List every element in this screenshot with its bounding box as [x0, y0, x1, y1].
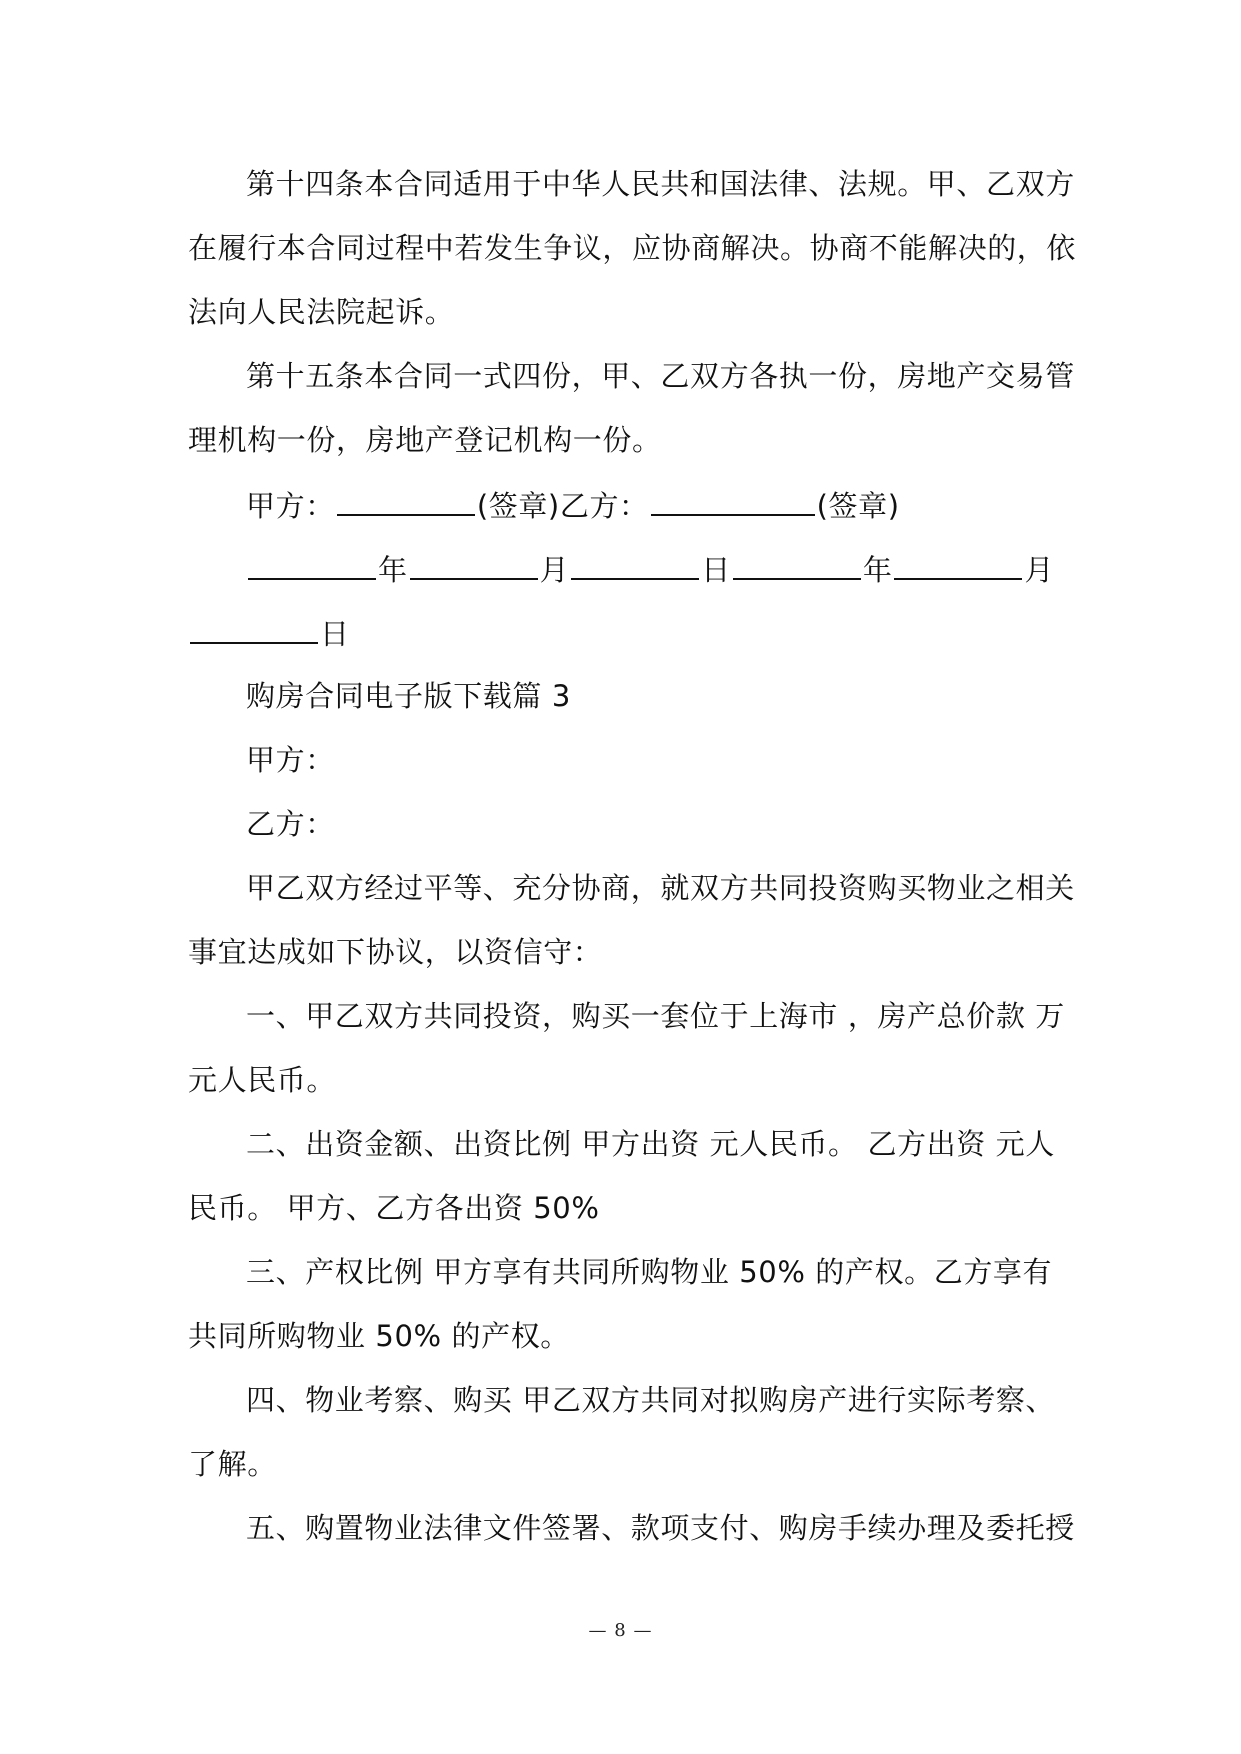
party-b-line: 乙方： — [246, 807, 335, 841]
party-a-label: 甲方： — [246, 489, 335, 523]
intro-line-1: 甲乙双方经过平等、充分协商，就双方共同投资购买物业之相关 — [246, 871, 1075, 905]
party-a-blank — [337, 484, 475, 516]
clause-3-line-1: 三、产权比例 甲方享有共同所购物业 50% 的产权。乙方享有 — [246, 1255, 1053, 1289]
clause-15-line-1: 第十五条本合同一式四份，甲、乙双方各执一份，房地产交易管 — [246, 359, 1075, 393]
clause-5-line-1: 五、购置物业法律文件签署、款项支付、购房手续办理及委托授 — [246, 1511, 1075, 1545]
seal-b-label: (签章) — [816, 489, 900, 523]
clause-14-line-3: 法向人民法院起诉。 — [188, 295, 455, 329]
day-label-1: 日 — [701, 553, 731, 587]
date-line — [0, 548, 1241, 590]
seal-a-label: (签章)乙方： — [476, 489, 649, 523]
clause-14-line-2: 在履行本合同过程中若发生争议，应协商解决。协商不能解决的，依 — [188, 231, 1077, 265]
date-line-2 — [0, 612, 1241, 654]
month-label-2: 月 — [1024, 553, 1055, 587]
year-label-2: 年 — [862, 553, 893, 587]
year-blank-2 — [733, 548, 861, 580]
signature-line — [0, 484, 1241, 526]
clause-2-line-2: 民币。 甲方、乙方各出资 50% — [188, 1191, 600, 1225]
clause-15-line-2: 理机构一份，房地产登记机构一份。 — [188, 423, 662, 457]
clause-3-line-2: 共同所购物业 50% 的产权。 — [188, 1319, 570, 1353]
clause-14-line-1: 第十四条本合同适用于中华人民共和国法律、法规。甲、乙双方 — [246, 167, 1075, 201]
page-number: — 8 — — [588, 1620, 653, 1641]
month-blank-2 — [894, 548, 1022, 580]
day-label-2: 日 — [320, 617, 350, 651]
section-title: 购房合同电子版下载篇 3 — [246, 679, 571, 713]
clause-1-line-2: 元人民币。 — [188, 1063, 337, 1097]
year-blank-1 — [248, 548, 376, 580]
year-label-1: 年 — [378, 553, 408, 587]
clause-4-line-1: 四、物业考察、购买 甲乙双方共同对拟购房产进行实际考察、 — [246, 1383, 1056, 1417]
party-b-blank — [651, 484, 815, 516]
clause-4-line-2: 了解。 — [188, 1447, 277, 1481]
day-blank-2 — [190, 612, 318, 644]
month-blank-1 — [410, 548, 538, 580]
clause-2-line-1: 二、出资金额、出资比例 甲方出资 元人民币。 乙方出资 元人 — [246, 1127, 1055, 1161]
month-label-1: 月 — [539, 553, 570, 587]
clause-1-line-1: 一、甲乙双方共同投资，购买一套位于上海市 ，房产总价款 万 — [246, 999, 1065, 1033]
intro-line-2: 事宜达成如下协议，以资信守： — [188, 935, 603, 969]
party-a-line: 甲方： — [246, 743, 335, 777]
day-blank-1 — [571, 548, 699, 580]
